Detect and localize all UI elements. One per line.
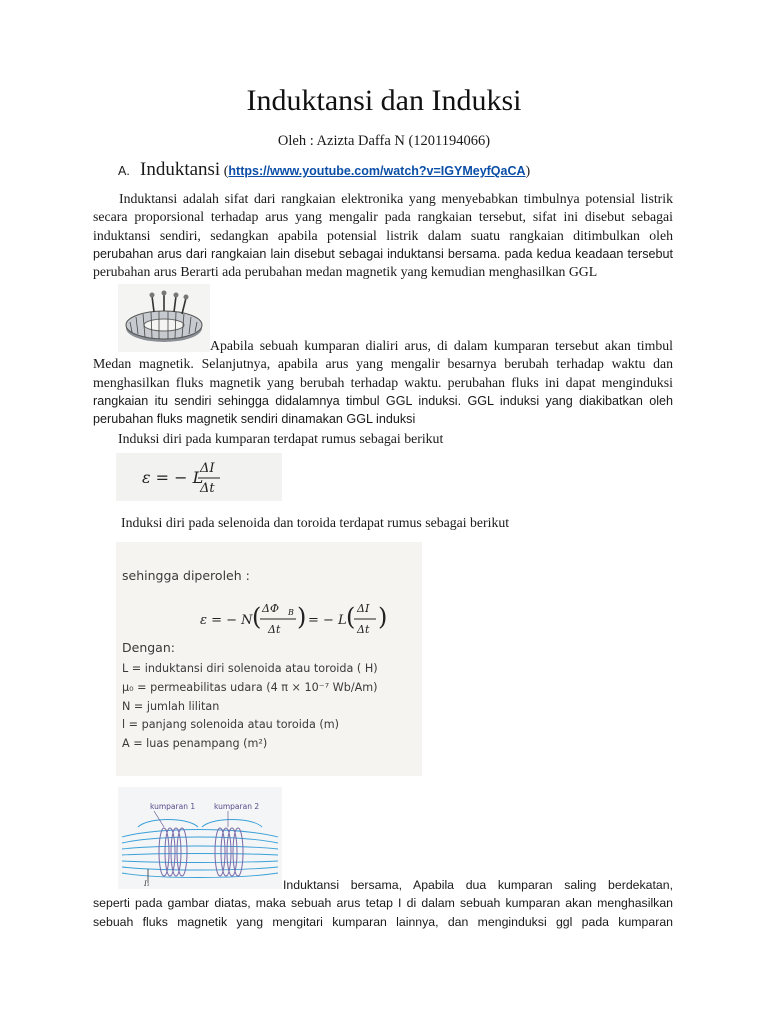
paragraph-line: sebuah fluks magnetik yang mengitari kumparan lainnya, dan menginduksi ggl pada kumparan bbox=[93, 914, 673, 929]
formula-eq-num1: ΔΦ bbox=[262, 602, 279, 615]
formula-eq-den1: Δt bbox=[268, 623, 281, 636]
formula-def: A = luas penampang (m²) bbox=[122, 737, 268, 750]
formula-eq-num2: ΔI bbox=[357, 602, 370, 615]
paragraph-line: seperti pada gambar diatas, maka sebuah arus tetap I di dalam sebuah kumparan akan menghasilkan bbox=[93, 896, 673, 911]
paragraph-line: perubahan arus Berarti ada perubahan medan magnetik yang kemudian menghasilkan GGL bbox=[93, 264, 598, 280]
paragraph-line: perubahan arus dari rangkaian lain disebut sebagai induktansi bersama. pada kedua keadaan tersebut bbox=[93, 246, 673, 261]
formula-def: N = jumlah lilitan bbox=[122, 700, 220, 713]
paragraph-kumparan bbox=[93, 337, 673, 428]
paragraph-line: Apabila sebuah kumparan dialiri arus, di dalam kumparan tersebut akan timbul bbox=[210, 338, 673, 353]
paren-close: ) bbox=[525, 164, 531, 179]
section-letter: A. bbox=[118, 164, 130, 178]
formula1-num: ΔI bbox=[200, 461, 215, 476]
coil-label-2: kumparan 2 bbox=[214, 802, 260, 811]
formula-def: μ₀ = permeabilitas udara (4 π × 10⁻⁷ Wb/Am) bbox=[122, 681, 378, 694]
section-heading-text: Induktansi bbox=[140, 159, 221, 180]
line-selenoida: Induksi diri pada selenoida dan toroida terdapat rumus sebagai berikut bbox=[121, 515, 510, 530]
paragraph-line: secara proporsional terhadap arus yang mengalir pada rangkaian tersebut, sifat ini disebut sebagai bbox=[93, 209, 673, 225]
coil-label-1: kumparan 1 bbox=[150, 802, 196, 811]
formula-eq-den2: Δt bbox=[357, 623, 370, 636]
paragraph-line: perubahan fluks magnetik sendiri dinamakan GGL induksi bbox=[93, 412, 416, 427]
svg-text:(: ( bbox=[346, 603, 356, 631]
document-title: Induktansi dan Induksi bbox=[246, 84, 522, 117]
paragraph-induktansi bbox=[93, 190, 673, 281]
formula-eq-left: ε = − N bbox=[200, 613, 253, 628]
paren-open: ( bbox=[220, 164, 229, 179]
formula1-eps: ε = − L bbox=[142, 468, 204, 487]
formula1-den: Δt bbox=[200, 481, 215, 496]
paragraph-line: rangkaian itu sendiri sehingga didalamnya timbul GGL induksi. GGL induksi yang diakibatkan oleh bbox=[93, 393, 673, 408]
paragraph-line: Medan magnetik. Selanjutnya, apabila arus yang mengalir besarnya berubah terhadap waktu dan bbox=[93, 356, 673, 372]
section-a-heading bbox=[118, 159, 530, 181]
formula-def: L = induktansi diri solenoida atau toroida ( H) bbox=[122, 662, 378, 675]
document-author: Oleh : Azizta Daffa N (1201194066) bbox=[277, 133, 491, 149]
svg-text:(: ( bbox=[252, 603, 262, 631]
mutual-inductance-figure bbox=[118, 787, 282, 889]
coil-current-label: I₁ bbox=[144, 880, 150, 888]
formula-eq-mid: = − L bbox=[308, 613, 347, 628]
svg-text:): ) bbox=[297, 603, 307, 631]
paragraph-induktansi-bersama bbox=[93, 876, 673, 931]
paragraph-line: menghasilkan fluks magnetik yang berubah terhadap waktu. perubahan fluks ini dapat menginduksi bbox=[93, 374, 673, 390]
line-induksi-diri: Induksi diri pada kumparan terdapat rumus sebagai berikut bbox=[118, 431, 444, 446]
formula-eq-sub: B bbox=[288, 608, 294, 617]
formula-induksi-diri bbox=[116, 453, 282, 501]
formula-dengan: Dengan: bbox=[122, 640, 175, 655]
formula-solenoida-box bbox=[116, 542, 422, 776]
svg-text:): ) bbox=[378, 603, 388, 631]
formula-def: l = panjang solenoida atau toroida (m) bbox=[122, 718, 339, 731]
formula-intro: sehingga diperoleh : bbox=[122, 568, 250, 583]
paragraph-line: Induktansi bersama, Apabila dua kumparan saling berdekatan, bbox=[283, 878, 673, 892]
paragraph-line: induktansi sendiri, sedangkan apabila potensial listrik dalam suatu rangkaian ditimbulkan oleh bbox=[93, 227, 673, 243]
paragraph-line: Induktansi adalah sifat dari rangkaian elektronika yang menyebabkan timbulnya potensial listrik bbox=[119, 191, 673, 206]
youtube-link[interactable]: https://www.youtube.com/watch?v=IGYMeyfQaCA bbox=[228, 164, 526, 178]
